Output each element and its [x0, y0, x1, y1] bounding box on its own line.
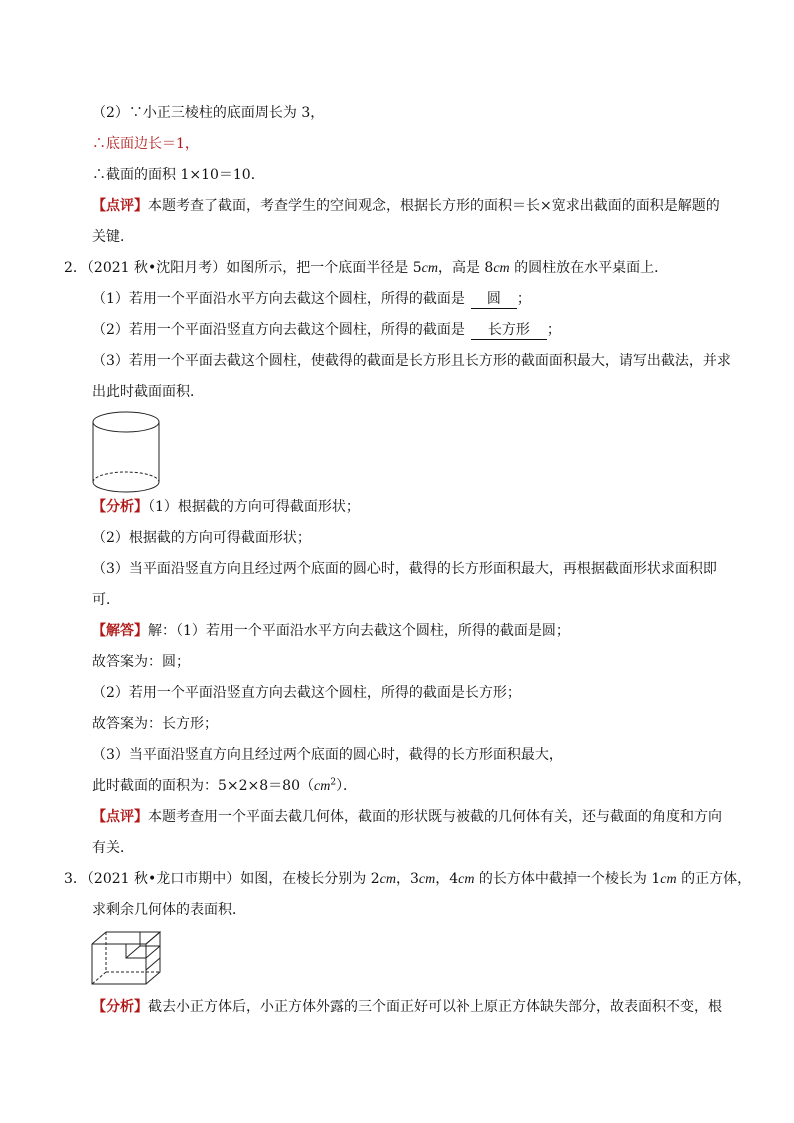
- value: 1: [651, 871, 661, 887]
- question-text: 的圆柱放在水平桌面上．: [509, 260, 669, 276]
- punct: ；: [516, 291, 531, 307]
- unit: cm: [660, 872, 677, 887]
- value: 5: [412, 260, 422, 276]
- unit: cm: [379, 872, 396, 887]
- value: 3: [409, 871, 419, 887]
- comment-tag: 【点评】: [92, 809, 148, 825]
- answer-tag: 【解答】: [92, 623, 148, 639]
- sub-question-3: （3）若用一个平面去截这个圆柱，使截得的截面是长方形且长方形的截面面积最大，请写出截法，并求: [92, 353, 731, 369]
- analysis-line-3-cont: 可．: [92, 592, 120, 608]
- question-text: 的长方体中截掉一个棱长为: [474, 871, 652, 887]
- exponent: 2: [330, 777, 337, 788]
- analysis-tag: 【分析】: [92, 499, 148, 515]
- question-text: （2021 秋•龙口市期中）如图，在棱长分别为: [86, 871, 371, 887]
- unit: cm: [418, 872, 436, 887]
- prev-comment: [92, 197, 720, 215]
- answer-line-6: [92, 777, 357, 796]
- sub-question-3-cont: 出此时截面面积．: [92, 384, 204, 400]
- question-number: 2．: [64, 260, 87, 276]
- comment-text: 本题考查了截面，考查学生的空间观念，根据长方形的面积＝长×宽求出截面的面积是解题的: [148, 198, 720, 214]
- question-3-cont: 求剩余几何体的表面积．: [92, 902, 246, 918]
- cuboid-figure: [90, 928, 172, 988]
- answer-blank: 圆: [471, 290, 517, 309]
- q3-analysis: [92, 998, 722, 1016]
- cylinder-figure: [90, 410, 162, 496]
- answer-line-5: （3）当平面沿竖直方向且经过两个底面的圆心时，截得的长方形面积最大，: [92, 747, 563, 763]
- question-2-header: [64, 259, 668, 278]
- analysis-text: 截去小正方体后，小正方体外露的三个面正好可以补上原正方体缺失部分，故表面积不变，根: [148, 999, 722, 1015]
- analysis-line-2: （2）根据截的方向可得截面形状；: [92, 530, 311, 546]
- prev-step-2: ∴底面边长＝1，: [92, 136, 199, 152]
- analysis-text: （1）根据截的方向可得截面形状；: [148, 499, 360, 515]
- punct: ，: [395, 871, 410, 887]
- unit: cm: [421, 261, 438, 276]
- unit: cm: [458, 872, 475, 887]
- unit: cm: [314, 779, 331, 794]
- punct: ；: [546, 322, 561, 338]
- comment-tag: 【点评】: [92, 198, 148, 214]
- comment-text: 本题考查用一个平面去截几何体，截面的形状既与被截的几何体有关，还与截面的角度和方向: [148, 809, 722, 825]
- value: 2: [370, 871, 380, 887]
- unit: cm: [493, 261, 510, 276]
- sub-question-2: [92, 321, 561, 340]
- value: 4: [449, 871, 459, 887]
- prev-step-1: （2）∵小正三棱柱的底面周长为 3，: [92, 105, 325, 121]
- analysis-line-1: [92, 498, 360, 516]
- question-number: 3．: [64, 871, 87, 887]
- answer-text: 解：（1）若用一个平面沿水平方向去截这个圆柱，所得的截面是圆；: [148, 623, 570, 639]
- prev-step-3: ∴截面的面积 1×10＝10．: [92, 167, 265, 183]
- sub-question-1: [92, 290, 531, 309]
- question-3-header: [64, 870, 751, 889]
- answer-line-3: （2）若用一个平面沿竖直方向去截这个圆柱，所得的截面是长方形；: [92, 685, 521, 701]
- question-text: 的正方体，: [676, 871, 752, 887]
- answer-line-2: 故答案为：圆；: [92, 654, 190, 670]
- prev-comment-cont: 关键．: [92, 229, 134, 245]
- comment-line-1: [92, 808, 722, 826]
- answer-blank: 长方形: [471, 321, 547, 340]
- punct: ，: [435, 871, 450, 887]
- question-text: （2021 秋•沈阳月考）如图所示，把一个底面半径是: [86, 260, 413, 276]
- sub-question-text: （2）若用一个平面沿竖直方向去截这个圆柱，所得的截面是: [92, 322, 465, 338]
- sub-question-text: （1）若用一个平面沿水平方向去截这个圆柱，所得的截面是: [92, 291, 465, 307]
- analysis-line-3: （3）当平面沿竖直方向且经过两个底面的圆心时，截得的长方形面积最大，再根据截面形状求面积即: [92, 561, 717, 577]
- answer-text: 此时截面的面积为：5×2×8＝80（: [92, 778, 314, 794]
- analysis-tag: 【分析】: [92, 999, 148, 1015]
- comment-line-2: 有关．: [92, 840, 134, 856]
- question-text: ，高是: [437, 260, 485, 276]
- value: 8: [484, 260, 494, 276]
- answer-line-1: [92, 622, 570, 640]
- punct: ）．: [336, 778, 358, 794]
- answer-line-4: 故答案为：长方形；: [92, 716, 218, 732]
